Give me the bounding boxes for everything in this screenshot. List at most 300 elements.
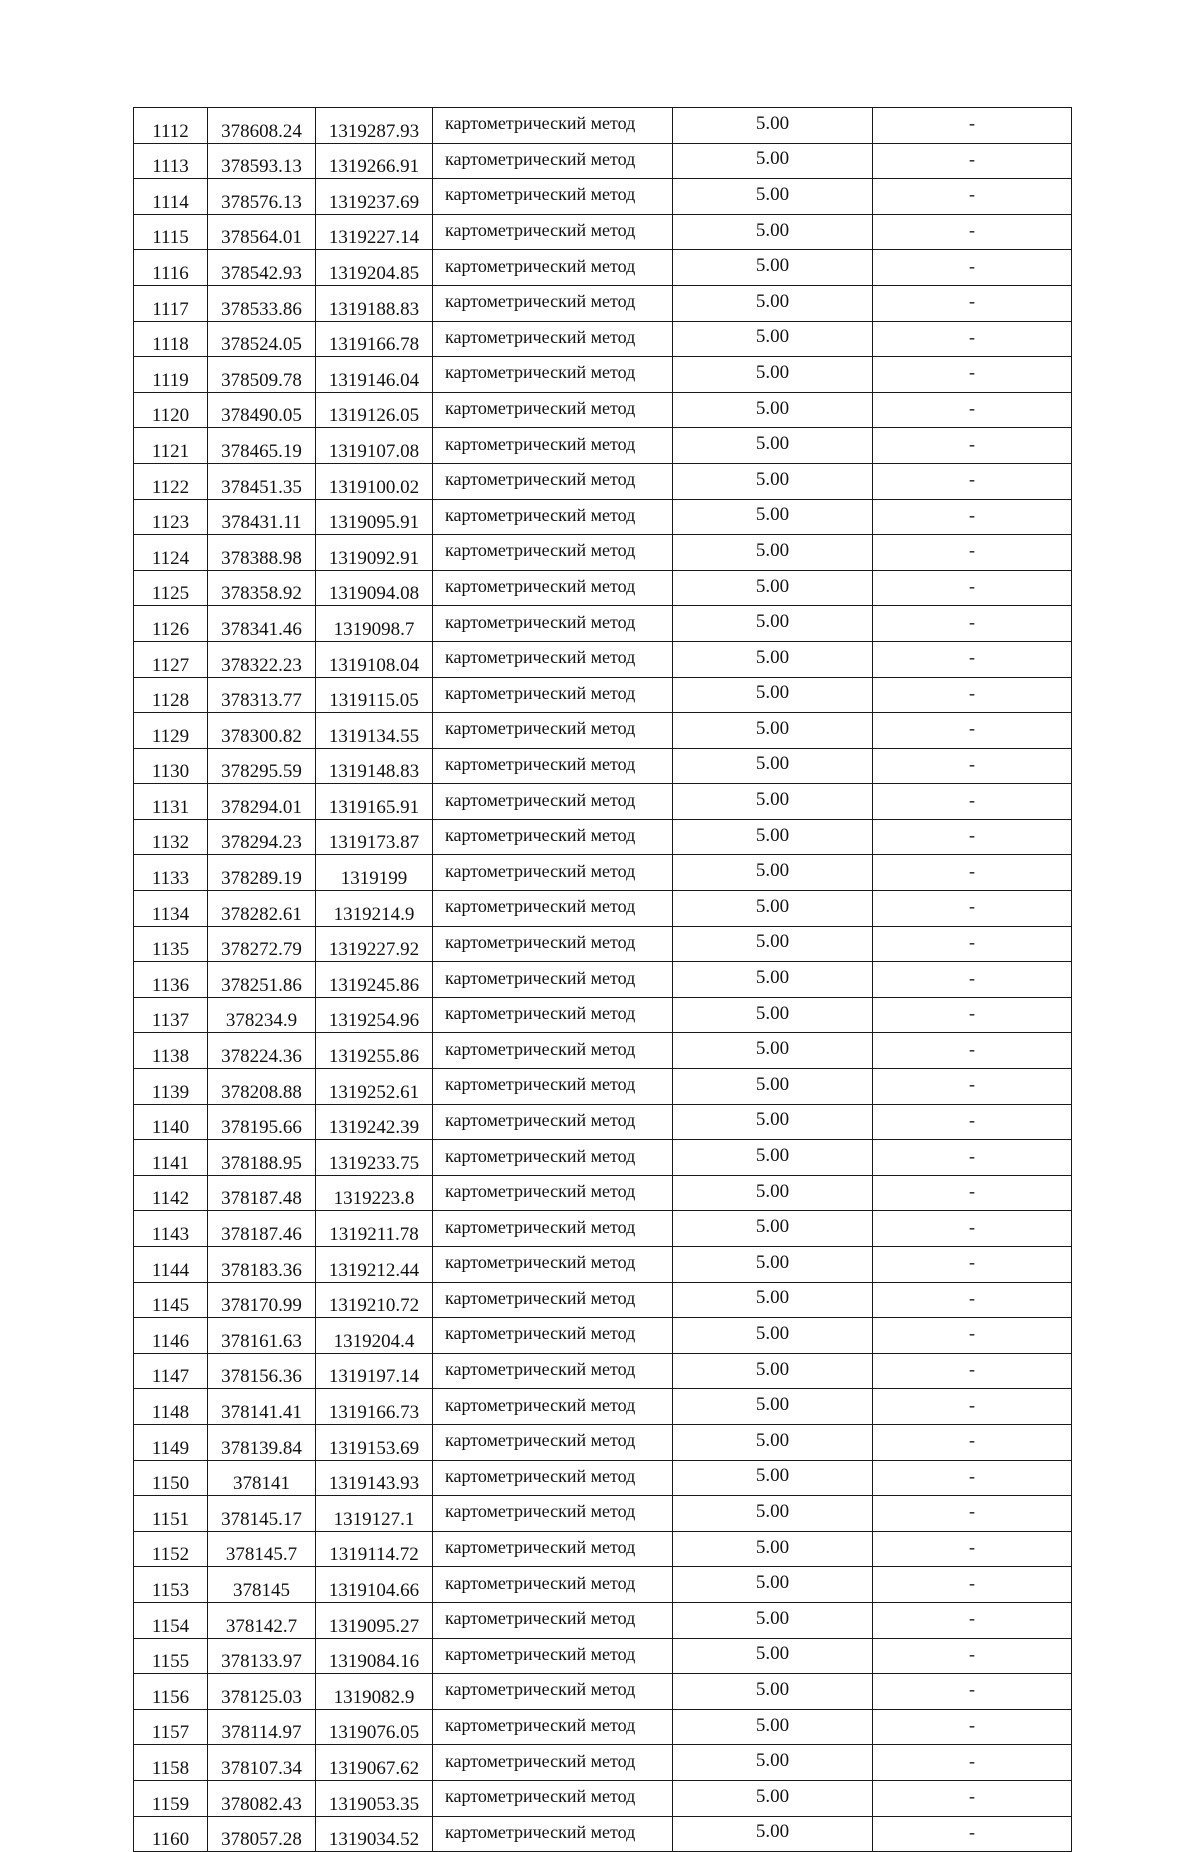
x-coordinate-cell: 378431.11 [208, 499, 316, 535]
note-cell: - [873, 1780, 1072, 1816]
x-coordinate-cell: 378234.9 [208, 997, 316, 1033]
x-coordinate-cell: 378156.36 [208, 1353, 316, 1389]
point-number-cell: 1112 [134, 108, 208, 144]
y-coordinate-cell: 1319266.91 [316, 143, 433, 179]
table-row [134, 428, 1072, 464]
table-row [134, 1353, 1072, 1389]
method-cell: картометрический метод [433, 997, 673, 1033]
table-row [134, 463, 1072, 499]
table-row [134, 606, 1072, 642]
point-number-cell: 1141 [134, 1140, 208, 1176]
note-cell: - [873, 748, 1072, 784]
table-row [134, 1496, 1072, 1532]
accuracy-cell: 5.00 [673, 1745, 873, 1781]
method-cell: картометрический метод [433, 499, 673, 535]
method-cell: картометрический метод [433, 392, 673, 428]
table-row [134, 1424, 1072, 1460]
y-coordinate-cell: 1319227.92 [316, 926, 433, 962]
x-coordinate-cell: 378388.98 [208, 535, 316, 571]
note-cell: - [873, 1211, 1072, 1247]
point-number-cell: 1160 [134, 1816, 208, 1852]
x-coordinate-cell: 378142.7 [208, 1602, 316, 1638]
method-cell: картометрический метод [433, 1460, 673, 1496]
method-cell: картометрический метод [433, 1353, 673, 1389]
note-cell: - [873, 1745, 1072, 1781]
table-row [134, 1175, 1072, 1211]
y-coordinate-cell: 1319214.9 [316, 891, 433, 927]
table-row [134, 570, 1072, 606]
note-cell: - [873, 677, 1072, 713]
accuracy-cell: 5.00 [673, 962, 873, 998]
y-coordinate-cell: 1319153.69 [316, 1424, 433, 1460]
method-cell: картометрический метод [433, 1211, 673, 1247]
method-cell: картометрический метод [433, 1140, 673, 1176]
note-cell: - [873, 926, 1072, 962]
y-coordinate-cell: 1319143.93 [316, 1460, 433, 1496]
method-cell: картометрический метод [433, 891, 673, 927]
table-row [134, 962, 1072, 998]
note-cell: - [873, 285, 1072, 321]
method-cell: картометрический метод [433, 1602, 673, 1638]
method-cell: картометрический метод [433, 357, 673, 393]
note-cell: - [873, 1389, 1072, 1425]
note-cell: - [873, 250, 1072, 286]
point-number-cell: 1138 [134, 1033, 208, 1069]
y-coordinate-cell: 1319108.04 [316, 641, 433, 677]
method-cell: картометрический метод [433, 1282, 673, 1318]
point-number-cell: 1139 [134, 1069, 208, 1105]
accuracy-cell: 5.00 [673, 1531, 873, 1567]
method-cell: картометрический метод [433, 784, 673, 820]
accuracy-cell: 5.00 [673, 819, 873, 855]
method-cell: картометрический метод [433, 1745, 673, 1781]
note-cell: - [873, 1674, 1072, 1710]
accuracy-cell: 5.00 [673, 143, 873, 179]
point-number-cell: 1151 [134, 1496, 208, 1532]
note-cell: - [873, 179, 1072, 215]
y-coordinate-cell: 1319237.69 [316, 179, 433, 215]
x-coordinate-cell: 378141.41 [208, 1389, 316, 1425]
y-coordinate-cell: 1319126.05 [316, 392, 433, 428]
table-row [134, 926, 1072, 962]
x-coordinate-cell: 378608.24 [208, 108, 316, 144]
x-coordinate-cell: 378082.43 [208, 1780, 316, 1816]
method-cell: картометрический метод [433, 1638, 673, 1674]
accuracy-cell: 5.00 [673, 997, 873, 1033]
accuracy-cell: 5.00 [673, 392, 873, 428]
accuracy-cell: 5.00 [673, 1709, 873, 1745]
y-coordinate-cell: 1319223.8 [316, 1175, 433, 1211]
point-number-cell: 1130 [134, 748, 208, 784]
accuracy-cell: 5.00 [673, 1211, 873, 1247]
y-coordinate-cell: 1319166.78 [316, 321, 433, 357]
accuracy-cell: 5.00 [673, 321, 873, 357]
accuracy-cell: 5.00 [673, 1460, 873, 1496]
x-coordinate-cell: 378114.97 [208, 1709, 316, 1745]
y-coordinate-cell: 1319245.86 [316, 962, 433, 998]
x-coordinate-cell: 378188.95 [208, 1140, 316, 1176]
accuracy-cell: 5.00 [673, 1247, 873, 1283]
note-cell: - [873, 891, 1072, 927]
accuracy-cell: 5.00 [673, 428, 873, 464]
method-cell: картометрический метод [433, 428, 673, 464]
accuracy-cell: 5.00 [673, 1282, 873, 1318]
table-row [134, 1816, 1072, 1852]
note-cell: - [873, 1318, 1072, 1354]
x-coordinate-cell: 378224.36 [208, 1033, 316, 1069]
x-coordinate-cell: 378576.13 [208, 179, 316, 215]
method-cell: картометрический метод [433, 143, 673, 179]
note-cell: - [873, 1424, 1072, 1460]
note-cell: - [873, 1709, 1072, 1745]
y-coordinate-cell: 1319095.91 [316, 499, 433, 535]
x-coordinate-cell: 378141 [208, 1460, 316, 1496]
table-row [134, 891, 1072, 927]
point-number-cell: 1143 [134, 1211, 208, 1247]
accuracy-cell: 5.00 [673, 1424, 873, 1460]
point-number-cell: 1144 [134, 1247, 208, 1283]
y-coordinate-cell: 1319255.86 [316, 1033, 433, 1069]
method-cell: картометрический метод [433, 962, 673, 998]
note-cell: - [873, 1069, 1072, 1105]
point-number-cell: 1119 [134, 357, 208, 393]
y-coordinate-cell: 1319098.7 [316, 606, 433, 642]
method-cell: картометрический метод [433, 677, 673, 713]
point-number-cell: 1115 [134, 214, 208, 250]
y-coordinate-cell: 1319252.61 [316, 1069, 433, 1105]
point-number-cell: 1147 [134, 1353, 208, 1389]
method-cell: картометрический метод [433, 713, 673, 749]
accuracy-cell: 5.00 [673, 926, 873, 962]
note-cell: - [873, 1496, 1072, 1532]
note-cell: - [873, 357, 1072, 393]
accuracy-cell: 5.00 [673, 784, 873, 820]
table-row [134, 108, 1072, 144]
table-row [134, 713, 1072, 749]
method-cell: картометрический метод [433, 1496, 673, 1532]
accuracy-cell: 5.00 [673, 1353, 873, 1389]
note-cell: - [873, 1638, 1072, 1674]
method-cell: картометрический метод [433, 321, 673, 357]
note-cell: - [873, 1140, 1072, 1176]
table-row [134, 1140, 1072, 1176]
x-coordinate-cell: 378183.36 [208, 1247, 316, 1283]
method-cell: картометрический метод [433, 1531, 673, 1567]
note-cell: - [873, 1567, 1072, 1603]
point-number-cell: 1140 [134, 1104, 208, 1140]
note-cell: - [873, 108, 1072, 144]
point-number-cell: 1114 [134, 179, 208, 215]
accuracy-cell: 5.00 [673, 214, 873, 250]
x-coordinate-cell: 378295.59 [208, 748, 316, 784]
point-number-cell: 1156 [134, 1674, 208, 1710]
y-coordinate-cell: 1319210.72 [316, 1282, 433, 1318]
y-coordinate-cell: 1319094.08 [316, 570, 433, 606]
method-cell: картометрический метод [433, 1175, 673, 1211]
point-number-cell: 1118 [134, 321, 208, 357]
accuracy-cell: 5.00 [673, 179, 873, 215]
method-cell: картометрический метод [433, 1247, 673, 1283]
method-cell: картометрический метод [433, 250, 673, 286]
y-coordinate-cell: 1319254.96 [316, 997, 433, 1033]
x-coordinate-cell: 378322.23 [208, 641, 316, 677]
note-cell: - [873, 1531, 1072, 1567]
note-cell: - [873, 1033, 1072, 1069]
accuracy-cell: 5.00 [673, 748, 873, 784]
method-cell: картометрический метод [433, 1780, 673, 1816]
point-number-cell: 1135 [134, 926, 208, 962]
table-row [134, 1389, 1072, 1425]
method-cell: картометрический метод [433, 1816, 673, 1852]
table-row [134, 1638, 1072, 1674]
method-cell: картометрический метод [433, 535, 673, 571]
table-row [134, 997, 1072, 1033]
y-coordinate-cell: 1319067.62 [316, 1745, 433, 1781]
point-number-cell: 1132 [134, 819, 208, 855]
table-row [134, 1674, 1072, 1710]
note-cell: - [873, 1353, 1072, 1389]
table-row [134, 285, 1072, 321]
x-coordinate-cell: 378161.63 [208, 1318, 316, 1354]
x-coordinate-cell: 378187.46 [208, 1211, 316, 1247]
note-cell: - [873, 606, 1072, 642]
x-coordinate-cell: 378139.84 [208, 1424, 316, 1460]
table-row [134, 143, 1072, 179]
y-coordinate-cell: 1319204.85 [316, 250, 433, 286]
x-coordinate-cell: 378294.01 [208, 784, 316, 820]
accuracy-cell: 5.00 [673, 535, 873, 571]
method-cell: картометрический метод [433, 1424, 673, 1460]
x-coordinate-cell: 378465.19 [208, 428, 316, 464]
accuracy-cell: 5.00 [673, 1140, 873, 1176]
x-coordinate-cell: 378358.92 [208, 570, 316, 606]
table-row [134, 1318, 1072, 1354]
x-coordinate-cell: 378533.86 [208, 285, 316, 321]
point-number-cell: 1137 [134, 997, 208, 1033]
point-number-cell: 1133 [134, 855, 208, 891]
table-row [134, 250, 1072, 286]
x-coordinate-cell: 378282.61 [208, 891, 316, 927]
accuracy-cell: 5.00 [673, 1567, 873, 1603]
point-number-cell: 1116 [134, 250, 208, 286]
accuracy-cell: 5.00 [673, 357, 873, 393]
point-number-cell: 1131 [134, 784, 208, 820]
point-number-cell: 1152 [134, 1531, 208, 1567]
y-coordinate-cell: 1319233.75 [316, 1140, 433, 1176]
x-coordinate-cell: 378057.28 [208, 1816, 316, 1852]
note-cell: - [873, 1460, 1072, 1496]
point-number-cell: 1125 [134, 570, 208, 606]
table-row [134, 392, 1072, 428]
y-coordinate-cell: 1319165.91 [316, 784, 433, 820]
table-row [134, 1460, 1072, 1496]
table-row [134, 819, 1072, 855]
note-cell: - [873, 784, 1072, 820]
table-row [134, 1247, 1072, 1283]
x-coordinate-cell: 378341.46 [208, 606, 316, 642]
table-row [134, 1033, 1072, 1069]
y-coordinate-cell: 1319100.02 [316, 463, 433, 499]
accuracy-cell: 5.00 [673, 1175, 873, 1211]
y-coordinate-cell: 1319092.91 [316, 535, 433, 571]
method-cell: картометрический метод [433, 1033, 673, 1069]
accuracy-cell: 5.00 [673, 285, 873, 321]
point-number-cell: 1127 [134, 641, 208, 677]
note-cell: - [873, 214, 1072, 250]
x-coordinate-cell: 378294.23 [208, 819, 316, 855]
x-coordinate-cell: 378251.86 [208, 962, 316, 998]
point-number-cell: 1157 [134, 1709, 208, 1745]
accuracy-cell: 5.00 [673, 463, 873, 499]
method-cell: картометрический метод [433, 1709, 673, 1745]
point-number-cell: 1126 [134, 606, 208, 642]
accuracy-cell: 5.00 [673, 250, 873, 286]
y-coordinate-cell: 1319212.44 [316, 1247, 433, 1283]
x-coordinate-cell: 378145.17 [208, 1496, 316, 1532]
note-cell: - [873, 570, 1072, 606]
method-cell: картометрический метод [433, 1318, 673, 1354]
point-number-cell: 1159 [134, 1780, 208, 1816]
accuracy-cell: 5.00 [673, 570, 873, 606]
note-cell: - [873, 641, 1072, 677]
table-row [134, 1602, 1072, 1638]
method-cell: картометрический метод [433, 463, 673, 499]
method-cell: картометрический метод [433, 1389, 673, 1425]
y-coordinate-cell: 1319173.87 [316, 819, 433, 855]
point-number-cell: 1120 [134, 392, 208, 428]
note-cell: - [873, 819, 1072, 855]
y-coordinate-cell: 1319287.93 [316, 108, 433, 144]
x-coordinate-cell: 378272.79 [208, 926, 316, 962]
y-coordinate-cell: 1319114.72 [316, 1531, 433, 1567]
point-number-cell: 1113 [134, 143, 208, 179]
y-coordinate-cell: 1319134.55 [316, 713, 433, 749]
note-cell: - [873, 1104, 1072, 1140]
x-coordinate-cell: 378300.82 [208, 713, 316, 749]
method-cell: картометрический метод [433, 855, 673, 891]
method-cell: картометрический метод [433, 748, 673, 784]
accuracy-cell: 5.00 [673, 855, 873, 891]
y-coordinate-cell: 1319076.05 [316, 1709, 433, 1745]
accuracy-cell: 5.00 [673, 1780, 873, 1816]
note-cell: - [873, 1175, 1072, 1211]
table-row [134, 855, 1072, 891]
x-coordinate-cell: 378133.97 [208, 1638, 316, 1674]
y-coordinate-cell: 1319095.27 [316, 1602, 433, 1638]
x-coordinate-cell: 378195.66 [208, 1104, 316, 1140]
table-row [134, 1780, 1072, 1816]
table-row [134, 499, 1072, 535]
note-cell: - [873, 463, 1072, 499]
method-cell: картометрический метод [433, 1567, 673, 1603]
y-coordinate-cell: 1319227.14 [316, 214, 433, 250]
accuracy-cell: 5.00 [673, 891, 873, 927]
point-number-cell: 1150 [134, 1460, 208, 1496]
method-cell: картометрический метод [433, 1069, 673, 1105]
point-number-cell: 1146 [134, 1318, 208, 1354]
method-cell: картометрический метод [433, 179, 673, 215]
method-cell: картометрический метод [433, 1674, 673, 1710]
table-row [134, 179, 1072, 215]
table-row [134, 1069, 1072, 1105]
coordinates-table-body [134, 108, 1072, 1852]
note-cell: - [873, 392, 1072, 428]
y-coordinate-cell: 1319104.66 [316, 1567, 433, 1603]
point-number-cell: 1148 [134, 1389, 208, 1425]
method-cell: картометрический метод [433, 285, 673, 321]
accuracy-cell: 5.00 [673, 108, 873, 144]
accuracy-cell: 5.00 [673, 713, 873, 749]
accuracy-cell: 5.00 [673, 499, 873, 535]
table-row [134, 1104, 1072, 1140]
point-number-cell: 1136 [134, 962, 208, 998]
point-number-cell: 1155 [134, 1638, 208, 1674]
table-row [134, 1709, 1072, 1745]
x-coordinate-cell: 378593.13 [208, 143, 316, 179]
accuracy-cell: 5.00 [673, 1816, 873, 1852]
x-coordinate-cell: 378208.88 [208, 1069, 316, 1105]
method-cell: картометрический метод [433, 214, 673, 250]
y-coordinate-cell: 1319242.39 [316, 1104, 433, 1140]
note-cell: - [873, 143, 1072, 179]
accuracy-cell: 5.00 [673, 1033, 873, 1069]
table-row [134, 321, 1072, 357]
note-cell: - [873, 321, 1072, 357]
method-cell: картометрический метод [433, 108, 673, 144]
x-coordinate-cell: 378145.7 [208, 1531, 316, 1567]
note-cell: - [873, 428, 1072, 464]
table-row [134, 677, 1072, 713]
point-number-cell: 1145 [134, 1282, 208, 1318]
y-coordinate-cell: 1319053.35 [316, 1780, 433, 1816]
x-coordinate-cell: 378490.05 [208, 392, 316, 428]
point-number-cell: 1153 [134, 1567, 208, 1603]
accuracy-cell: 5.00 [673, 1389, 873, 1425]
note-cell: - [873, 997, 1072, 1033]
point-number-cell: 1124 [134, 535, 208, 571]
x-coordinate-cell: 378170.99 [208, 1282, 316, 1318]
note-cell: - [873, 962, 1072, 998]
point-number-cell: 1121 [134, 428, 208, 464]
point-number-cell: 1123 [134, 499, 208, 535]
accuracy-cell: 5.00 [673, 1318, 873, 1354]
x-coordinate-cell: 378145 [208, 1567, 316, 1603]
x-coordinate-cell: 378125.03 [208, 1674, 316, 1710]
method-cell: картометрический метод [433, 606, 673, 642]
method-cell: картометрический метод [433, 570, 673, 606]
x-coordinate-cell: 378509.78 [208, 357, 316, 393]
note-cell: - [873, 1602, 1072, 1638]
x-coordinate-cell: 378107.34 [208, 1745, 316, 1781]
x-coordinate-cell: 378313.77 [208, 677, 316, 713]
x-coordinate-cell: 378187.48 [208, 1175, 316, 1211]
point-number-cell: 1149 [134, 1424, 208, 1460]
point-number-cell: 1134 [134, 891, 208, 927]
y-coordinate-cell: 1319211.78 [316, 1211, 433, 1247]
point-number-cell: 1158 [134, 1745, 208, 1781]
point-number-cell: 1154 [134, 1602, 208, 1638]
x-coordinate-cell: 378451.35 [208, 463, 316, 499]
x-coordinate-cell: 378564.01 [208, 214, 316, 250]
accuracy-cell: 5.00 [673, 1638, 873, 1674]
table-row [134, 1531, 1072, 1567]
note-cell: - [873, 713, 1072, 749]
y-coordinate-cell: 1319166.73 [316, 1389, 433, 1425]
y-coordinate-cell: 1319197.14 [316, 1353, 433, 1389]
accuracy-cell: 5.00 [673, 1104, 873, 1140]
y-coordinate-cell: 1319115.05 [316, 677, 433, 713]
accuracy-cell: 5.00 [673, 606, 873, 642]
